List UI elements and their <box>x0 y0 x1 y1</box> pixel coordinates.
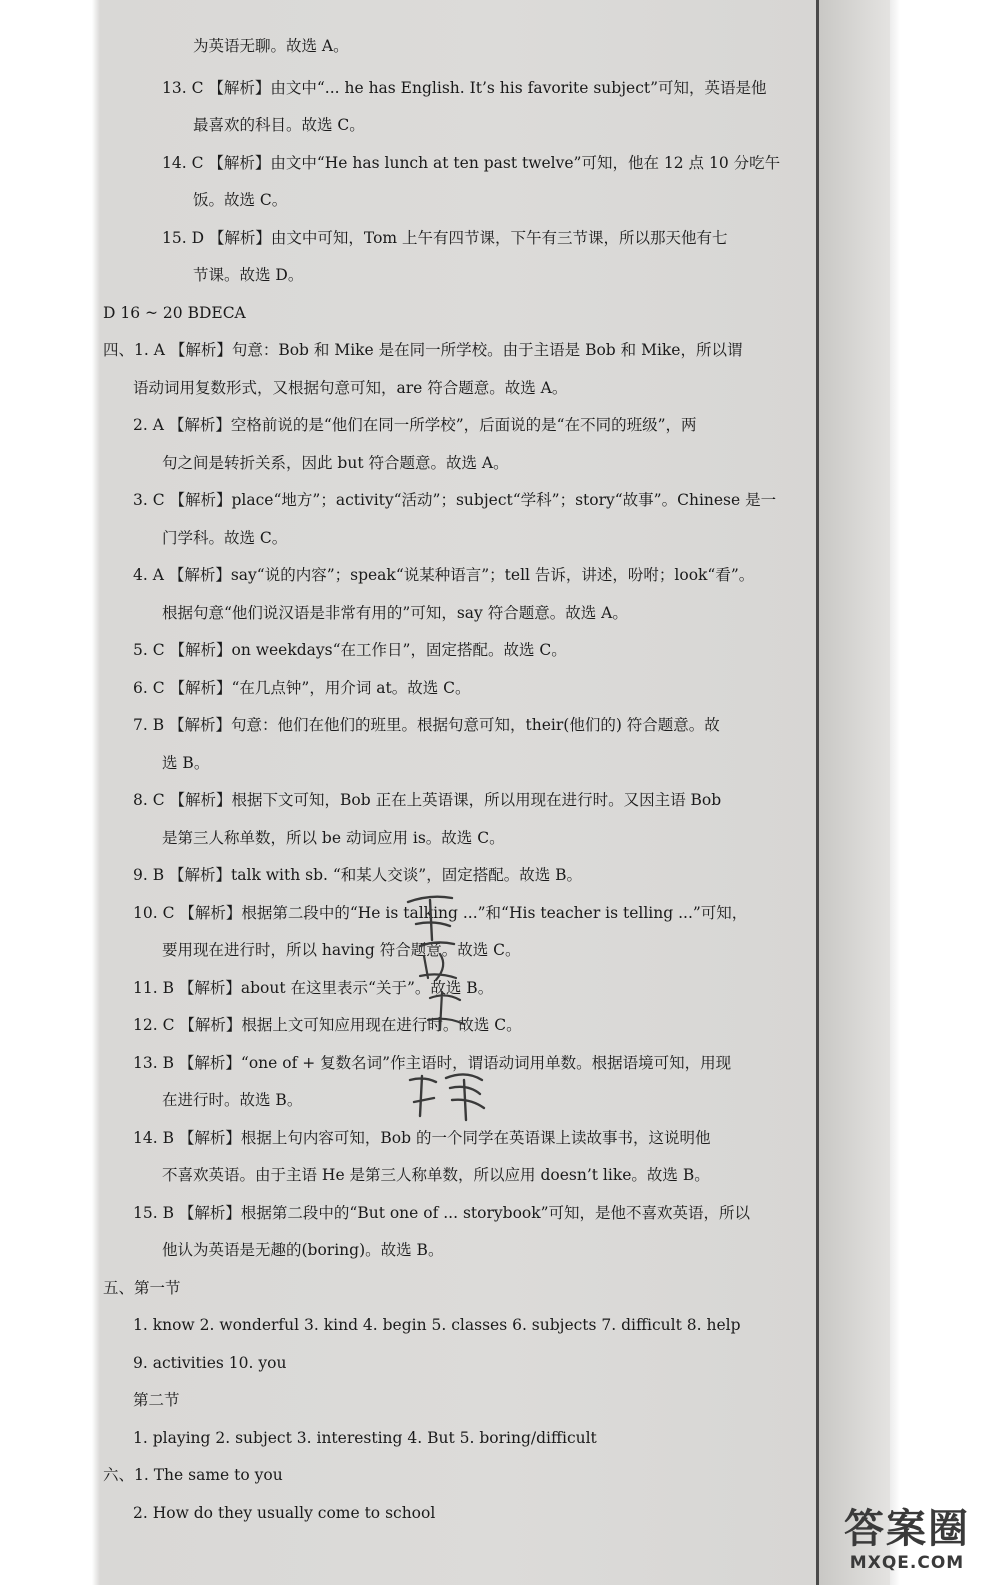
answer-line: 15. D 【解析】由文中可知，Tom 上午有四节课，下午有三节课，所以那天他有七 <box>162 229 728 247</box>
answer-line: 13. C 【解析】由文中“... he has English. It’s his favorite subject”可知，英语是他 <box>162 79 767 97</box>
answer-line: D 16 ~ 20 BDECA <box>103 304 246 322</box>
answer-line: 选 B。 <box>162 754 210 772</box>
answer-line: 为英语无聊。故选 A。 <box>193 37 349 55</box>
handwritten-annotation-mark <box>390 880 510 1140</box>
answer-line: 节课。故选 D。 <box>193 266 304 284</box>
answer-line: 五、第一节 <box>103 1279 181 1297</box>
answer-line: 15. B 【解析】根据第二段中的“But one of ... storybook”可知，是他不喜欢英语，所以 <box>133 1204 751 1222</box>
answer-line: 饭。故选 C。 <box>193 191 288 209</box>
watermark-url: MXQE.COM <box>849 1553 965 1573</box>
answer-line: 2. A 【解析】空格前说的是“他们在同一所学校”，后面说的是“在不同的班级”，两 <box>133 416 697 434</box>
answer-line: 8. C 【解析】根据下文可知，Bob 正在上英语课，所以用现在进行时。又因主语 Bob <box>133 791 722 809</box>
answer-line: 要用现在进行时，所以 having 符合题意。故选 C。 <box>162 941 521 959</box>
answer-line: 1. know 2. wonderful 3. kind 4. begin 5. classes 6. subjects 7. difficult 8. help <box>133 1316 741 1334</box>
answer-line: 14. C 【解析】由文中“He has lunch at ten past twelve”可知，他在 12 点 10 分吃午 <box>162 154 781 172</box>
answer-line: 12. C 【解析】根据上文可知应用现在进行时。故选 C。 <box>133 1016 522 1034</box>
answer-line: 最喜欢的科目。故选 C。 <box>193 116 365 134</box>
answer-line: 他认为英语是无趣的(boring)。故选 B。 <box>162 1241 444 1259</box>
answer-line: 第二节 <box>133 1391 180 1409</box>
watermark-logo-text: 答案圈 <box>844 1506 970 1552</box>
answer-line: 14. B 【解析】根据上句内容可知，Bob 的一个同学在英语课上读故事书，这说明他 <box>133 1129 711 1147</box>
answer-line: 在进行时。故选 B。 <box>162 1091 303 1109</box>
answer-line: 2. How do they usually come to school <box>133 1504 436 1522</box>
answer-line: 不喜欢英语。由于主语 He 是第三人称单数，所以应用 doesn’t like。故选 B。 <box>162 1166 710 1184</box>
answer-line: 9. activities 10. you <box>133 1354 287 1372</box>
answer-line: 7. B 【解析】句意：他们在他们的班里。根据句意可知，their(他们的) 符合题意。故 <box>133 716 720 734</box>
answer-line: 3. C 【解析】place“地方”；activity“活动”；subject“学科”；story“故事”。Chinese 是一 <box>133 491 777 509</box>
answer-line: 6. C 【解析】“在几点钟”，用介词 at。故选 C。 <box>133 679 471 697</box>
answer-line: 六、1. The same to you <box>103 1466 283 1484</box>
answer-line: 13. B 【解析】“one of + 复数名词”作主语时，谓语动词用单数。根据语境可知，用现 <box>133 1054 732 1072</box>
answer-line: 是第三人称单数，所以 be 动词应用 is。故选 C。 <box>162 829 505 847</box>
answer-line: 5. C 【解析】on weekdays“在工作日”，固定搭配。故选 C。 <box>133 641 567 659</box>
answer-line: 4. A 【解析】say“说的内容”；speak“说某种语言”；tell 告诉，讲述，吩咐；look“看”。 <box>133 566 755 584</box>
answer-line: 10. C 【解析】根据第二段中的“He is talking ...”和“His teacher is telling ...”可知， <box>133 904 748 922</box>
answer-line: 9. B 【解析】talk with sb. “和某人交谈”，固定搭配。故选 B。 <box>133 866 583 884</box>
answer-line: 四、1. A 【解析】句意：Bob 和 Mike 是在同一所学校。由于主语是 Bob 和 Mike，所以谓 <box>103 341 743 359</box>
site-watermark <box>822 1505 992 1579</box>
answer-line: 11. B 【解析】about 在这里表示“关于”。故选 B。 <box>133 979 494 997</box>
answer-line: 门学科。故选 C。 <box>162 529 288 547</box>
answer-line: 语动词用复数形式，又根据句意可知，are 符合题意。故选 A。 <box>133 379 568 397</box>
answer-line: 句之间是转折关系，因此 but 符合题意。故选 A。 <box>162 454 509 472</box>
answer-line: 根据句意“他们说汉语是非常有用的”可知，say 符合题意。故选 A。 <box>162 604 628 622</box>
answer-line: 1. playing 2. subject 3. interesting 4. But 5. boring/difficult <box>133 1429 597 1447</box>
